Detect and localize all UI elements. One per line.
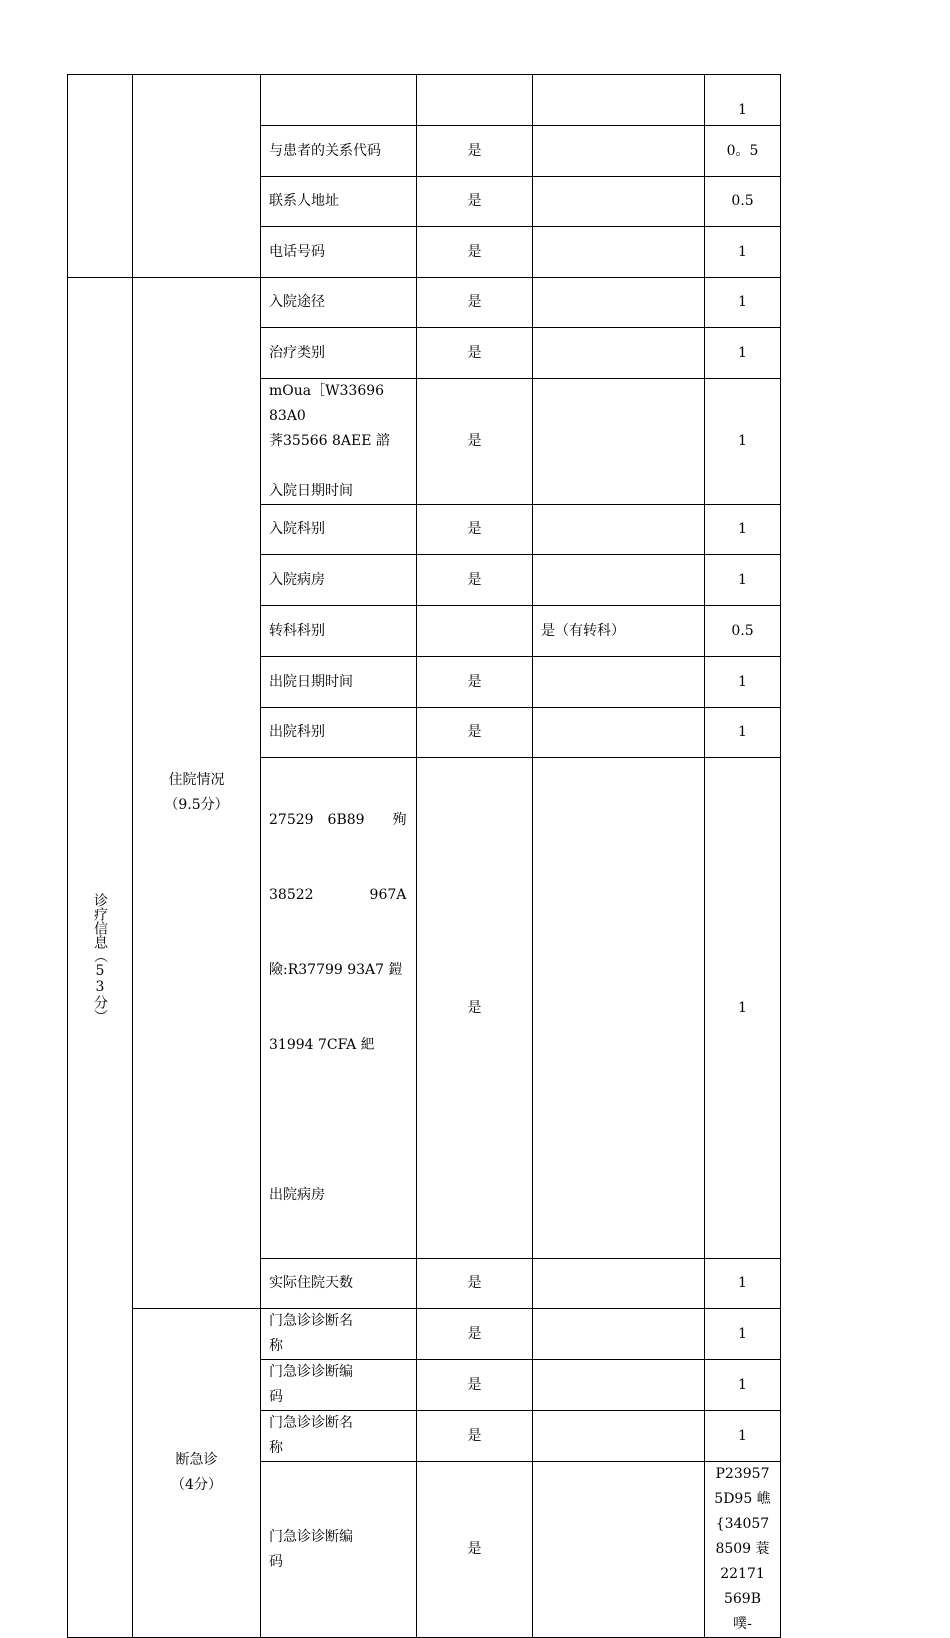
- required-cell: 是: [417, 1462, 533, 1638]
- conditional-cell: [533, 758, 705, 1259]
- item-cell: 入院病房: [261, 555, 417, 606]
- conditional-cell: [533, 1309, 705, 1360]
- item-cell: 出院日期时间: [261, 657, 417, 708]
- item-cell: 入院科别: [261, 505, 417, 555]
- item-line: 门急诊诊断编: [269, 1364, 353, 1380]
- score-cell: 0.5: [705, 606, 781, 657]
- item-line: 门急诊诊断名: [269, 1415, 353, 1431]
- item-cell: 联系人地址: [261, 177, 417, 227]
- item-line: 38522 967A: [269, 887, 407, 903]
- conditional-cell: [533, 657, 705, 708]
- conditional-cell: 是（有转科）: [533, 606, 705, 657]
- item-cell: [261, 75, 417, 126]
- item-cell-multiline: [261, 1309, 417, 1360]
- required-cell: 是: [417, 379, 533, 505]
- item-cell-multiline: [261, 1462, 417, 1638]
- required-cell: 是: [417, 758, 533, 1259]
- score-cell: 1: [705, 328, 781, 379]
- item-cell: 出院科别: [261, 708, 417, 758]
- item-cell-multiline: [261, 1411, 417, 1462]
- item-line: 險:R37799 93A7 鎧: [269, 962, 403, 978]
- category-cell: [68, 278, 133, 1638]
- score-cell: 0.5: [705, 177, 781, 227]
- subcategory-name: 断急诊: [175, 1452, 218, 1468]
- item-line: 荠35566 8AEE 諮: [269, 433, 390, 449]
- item-cell: 转科科别: [261, 606, 417, 657]
- conditional-cell: [533, 328, 705, 379]
- item-line: 27529 6B89 殉: [269, 812, 407, 828]
- subcategory-diagnosis: [133, 1309, 261, 1638]
- required-cell: 是: [417, 177, 533, 227]
- required-cell: 是: [417, 278, 533, 328]
- conditional-cell: [533, 278, 705, 328]
- item-line: mOua［W33696 83A0: [269, 383, 385, 424]
- item-line: 门急诊诊断名: [269, 1313, 353, 1329]
- score-cell-multiline: [705, 1462, 781, 1638]
- conditional-cell: [533, 1259, 705, 1309]
- item-line: 称: [269, 1338, 283, 1354]
- item-line: 入院日期时间: [269, 483, 353, 499]
- conditional-cell: [533, 555, 705, 606]
- item-line: 码: [269, 1553, 283, 1570]
- required-cell: 是: [417, 1259, 533, 1309]
- conditional-cell: [533, 1411, 705, 1462]
- item-cell: 与患者的关系代码: [261, 126, 417, 177]
- score-line: 22171: [720, 1566, 765, 1582]
- item-cell-multiline: [261, 1360, 417, 1411]
- score-cell: 1: [705, 1360, 781, 1411]
- conditional-cell: [533, 177, 705, 227]
- score-cell: 1: [705, 657, 781, 708]
- required-cell: 是: [417, 505, 533, 555]
- conditional-cell: [533, 379, 705, 505]
- required-cell: [417, 75, 533, 126]
- conditional-cell: [533, 126, 705, 177]
- item-line: 码: [269, 1389, 283, 1405]
- score-cell: 1: [705, 555, 781, 606]
- score-cell: 1: [705, 75, 781, 126]
- conditional-cell: [533, 75, 705, 126]
- required-cell: [417, 606, 533, 657]
- subcategory-name: 住院情况: [168, 772, 225, 788]
- score-cell: 1: [705, 278, 781, 328]
- item-line: [269, 1108, 408, 1133]
- score-cell: 1: [705, 379, 781, 505]
- conditional-cell: [533, 227, 705, 278]
- item-line: 门急诊诊断编: [269, 1528, 353, 1545]
- score-cell: 1: [705, 708, 781, 758]
- score-cell: 1: [705, 1259, 781, 1309]
- score-cell: 1: [705, 505, 781, 555]
- required-cell: 是: [417, 126, 533, 177]
- score-line: 569B: [723, 1591, 761, 1607]
- item-line: 出院病房: [269, 1187, 325, 1203]
- score-cell: 1: [705, 1411, 781, 1462]
- item-line: 称: [269, 1440, 283, 1456]
- required-cell: 是: [417, 708, 533, 758]
- item-line: [269, 454, 408, 479]
- item-cell-multiline: [261, 758, 417, 1259]
- required-cell: 是: [417, 328, 533, 379]
- conditional-cell: [533, 1360, 705, 1411]
- subcategory-points: （9.5分）: [164, 797, 229, 813]
- required-cell: 是: [417, 555, 533, 606]
- score-cell: 1: [705, 1309, 781, 1360]
- conditional-cell: [533, 505, 705, 555]
- subcategory-cell-empty: [133, 75, 261, 278]
- item-cell: 实际住院天数: [261, 1259, 417, 1309]
- item-cell: 治疗类别: [261, 328, 417, 379]
- subcategory-hospital: [133, 278, 261, 1309]
- score-cell: 0。5: [705, 126, 781, 177]
- required-cell: 是: [417, 1309, 533, 1360]
- score-cell: 1: [705, 758, 781, 1259]
- item-cell: 入院途径: [261, 278, 417, 328]
- score-cell: 1: [705, 227, 781, 278]
- score-line: {34057: [715, 1516, 770, 1532]
- required-cell: 是: [417, 1411, 533, 1462]
- category-label: 诊疗信息（53分）: [92, 892, 108, 1023]
- conditional-cell: [533, 708, 705, 758]
- item-cell: 电话号码: [261, 227, 417, 278]
- score-line: 5D95 嶕: [714, 1491, 771, 1507]
- scoring-table: [67, 74, 781, 1638]
- score-line: 噗-: [733, 1616, 752, 1632]
- score-line: P23957: [715, 1466, 770, 1482]
- required-cell: 是: [417, 657, 533, 708]
- item-cell-multiline: [261, 379, 417, 505]
- required-cell: 是: [417, 1360, 533, 1411]
- subcategory-points: （4分）: [171, 1477, 222, 1493]
- score-line: 8509 蓑: [715, 1541, 770, 1557]
- conditional-cell: [533, 1462, 705, 1638]
- item-line: 31994 7CFA 紦: [269, 1037, 375, 1053]
- required-cell: 是: [417, 227, 533, 278]
- category-cell-empty: [68, 75, 133, 278]
